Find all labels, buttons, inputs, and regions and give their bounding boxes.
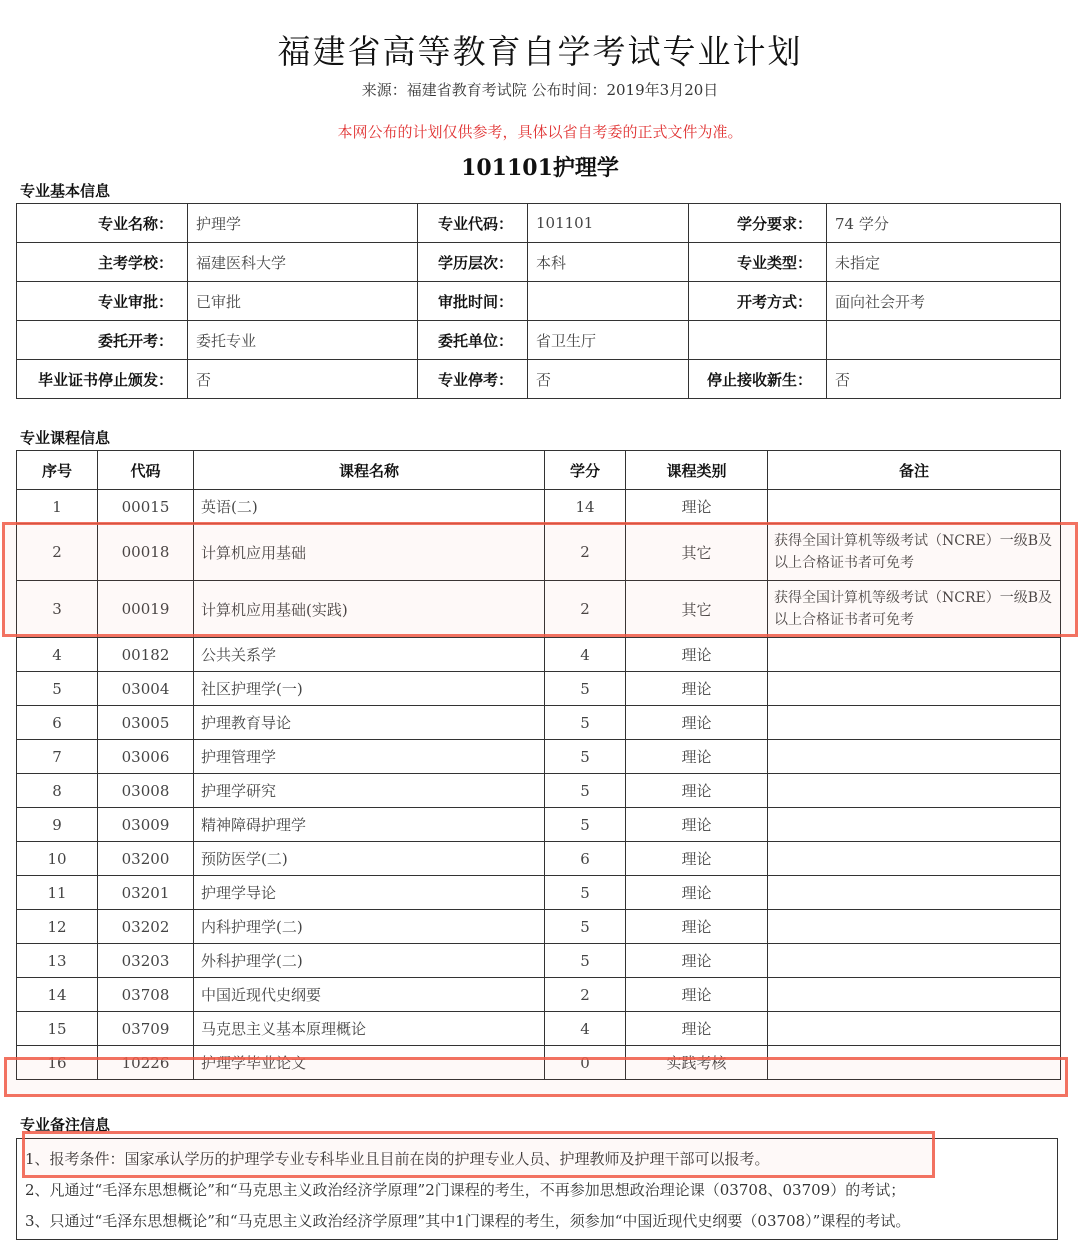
- course-type: 理论: [626, 774, 768, 808]
- course-type: 理论: [626, 876, 768, 910]
- info-label-cell: 主考学校：: [17, 243, 188, 282]
- highlight-box-thesis-course: [4, 1057, 1068, 1097]
- table-row: [17, 706, 1061, 740]
- course-remark: [768, 672, 1061, 706]
- info-value-cell: 101101: [528, 204, 689, 243]
- course-credits: 0: [545, 1046, 626, 1080]
- info-label-cell: 毕业证书停止颁发：: [17, 360, 188, 399]
- course-code: 03006: [98, 740, 194, 774]
- info-value-cell: 未指定: [827, 243, 1061, 282]
- course-code: 03202: [98, 910, 194, 944]
- disclaimer-notice: 本网公布的计划仅供参考，具体以省自考委的正式文件为准。: [337, 123, 743, 141]
- course-remark: [768, 490, 1061, 524]
- info-label-cell: [689, 321, 827, 360]
- info-row: [17, 360, 1061, 399]
- col-header-remark: 备注: [768, 451, 1061, 490]
- course-code: 00019: [98, 581, 194, 638]
- info-value-cell: 护理学: [188, 204, 418, 243]
- remark-line-1: 1、报考条件：国家承认学历的护理学专业专科毕业且目前在岗的护理专业人员、护理教师及护理干部可以报考。: [25, 1150, 770, 1168]
- info-value-cell: 面向社会开考: [827, 282, 1061, 321]
- info-value-cell: 74 学分: [827, 204, 1061, 243]
- course-code: 00018: [98, 524, 194, 581]
- course-remark: [768, 944, 1061, 978]
- course-seq: 1: [17, 490, 98, 524]
- course-name: 精神障碍护理学: [194, 808, 545, 842]
- remarks-heading: 专业备注信息: [20, 1116, 111, 1134]
- course-credits: 2: [545, 524, 626, 581]
- info-value-cell: 否: [188, 360, 418, 399]
- info-label-cell: 停止接收新生：: [689, 360, 827, 399]
- course-type: 理论: [626, 706, 768, 740]
- info-label-cell: 委托单位：: [418, 321, 528, 360]
- course-remark: [768, 910, 1061, 944]
- course-remark: [768, 1012, 1061, 1046]
- course-code: 03005: [98, 706, 194, 740]
- course-seq: 2: [17, 524, 98, 581]
- course-remark: [768, 808, 1061, 842]
- course-remark: 获得全国计算机等级考试（NCRE）一级B及以上合格证书者可免考: [768, 581, 1061, 638]
- course-remark: [768, 876, 1061, 910]
- table-row: [17, 740, 1061, 774]
- course-type: 其它: [626, 581, 768, 638]
- course-name: 内科护理学(二): [194, 910, 545, 944]
- course-name: 护理学毕业论文: [194, 1046, 545, 1080]
- course-code: 03200: [98, 842, 194, 876]
- info-label-cell: 委托开考：: [17, 321, 188, 360]
- course-seq: 5: [17, 672, 98, 706]
- course-name: 护理教育导论: [194, 706, 545, 740]
- highlight-box-computer-courses: [2, 522, 1078, 637]
- col-header-credits: 学分: [545, 451, 626, 490]
- info-value-cell: 已审批: [188, 282, 418, 321]
- course-type: 理论: [626, 842, 768, 876]
- course-name: 外科护理学(二): [194, 944, 545, 978]
- course-name: 中国近现代史纲要: [194, 978, 545, 1012]
- course-seq: 11: [17, 876, 98, 910]
- info-value-cell: [528, 282, 689, 321]
- course-credits: 5: [545, 706, 626, 740]
- course-type: 理论: [626, 978, 768, 1012]
- course-name: 护理学研究: [194, 774, 545, 808]
- course-type: 理论: [626, 638, 768, 672]
- course-seq: 12: [17, 910, 98, 944]
- course-code: 00015: [98, 490, 194, 524]
- course-name: 护理学导论: [194, 876, 545, 910]
- info-value-cell: 否: [827, 360, 1061, 399]
- course-remark: [768, 978, 1061, 1012]
- info-value-cell: 福建医科大学: [188, 243, 418, 282]
- course-name: 公共关系学: [194, 638, 545, 672]
- course-type: 理论: [626, 740, 768, 774]
- table-row: [17, 672, 1061, 706]
- course-seq: 6: [17, 706, 98, 740]
- course-credits: 5: [545, 944, 626, 978]
- info-label-cell: 审批时间：: [418, 282, 528, 321]
- course-credits: 2: [545, 978, 626, 1012]
- course-seq: 4: [17, 638, 98, 672]
- info-value-cell: 省卫生厅: [528, 321, 689, 360]
- info-label-cell: 专业类型：: [689, 243, 827, 282]
- course-seq: 8: [17, 774, 98, 808]
- info-value-cell: [827, 321, 1061, 360]
- course-type: 理论: [626, 672, 768, 706]
- basic-info-heading: 专业基本信息: [20, 182, 111, 200]
- basic-info-table: [16, 203, 1061, 399]
- course-type: 理论: [626, 944, 768, 978]
- course-type: 理论: [626, 1012, 768, 1046]
- remark-line-2: 2、凡通过“毛泽东思想概论”和“马克思主义政治经济学原理”2门课程的考生，不再参加思想政治理论课（03708、03709）的考试；: [25, 1181, 906, 1199]
- info-label-cell: 专业代码：: [418, 204, 528, 243]
- info-label-cell: 学分要求：: [689, 204, 827, 243]
- course-type: 实践考核: [626, 1046, 768, 1080]
- course-seq: 9: [17, 808, 98, 842]
- info-row: [17, 321, 1061, 360]
- course-seq: 13: [17, 944, 98, 978]
- course-credits: 5: [545, 910, 626, 944]
- course-remark: [768, 706, 1061, 740]
- major-title: 101101护理学: [461, 155, 619, 181]
- info-row: [17, 282, 1061, 321]
- info-value-cell: 本科: [528, 243, 689, 282]
- info-row: [17, 204, 1061, 243]
- course-code: 10226: [98, 1046, 194, 1080]
- course-credits: 14: [545, 490, 626, 524]
- course-info-heading: 专业课程信息: [20, 429, 111, 447]
- course-seq: 15: [17, 1012, 98, 1046]
- info-label-cell: 学历层次：: [418, 243, 528, 282]
- course-name: 马克思主义基本原理概论: [194, 1012, 545, 1046]
- course-remark: [768, 638, 1061, 672]
- course-type: 理论: [626, 808, 768, 842]
- course-remark: [768, 774, 1061, 808]
- table-row: [17, 978, 1061, 1012]
- table-row: [17, 638, 1061, 672]
- table-row: [17, 876, 1061, 910]
- table-row: [17, 1012, 1061, 1046]
- course-code: 03203: [98, 944, 194, 978]
- table-row: [17, 944, 1061, 978]
- course-credits: 5: [545, 672, 626, 706]
- course-name: 护理管理学: [194, 740, 545, 774]
- course-code: 03709: [98, 1012, 194, 1046]
- course-name: 计算机应用基础: [194, 524, 545, 581]
- course-code: 03708: [98, 978, 194, 1012]
- col-header-type: 课程类别: [626, 451, 768, 490]
- info-value-cell: 委托专业: [188, 321, 418, 360]
- course-code: 03008: [98, 774, 194, 808]
- course-seq: 16: [17, 1046, 98, 1080]
- remark-line-3: 3、只通过“毛泽东思想概论”和“马克思主义政治经济学原理”其中1门课程的考生，须参加“中国近现代史纲要（03708）”课程的考试。: [25, 1212, 911, 1230]
- course-remark: 获得全国计算机等级考试（NCRE）一级B及以上合格证书者可免考: [768, 524, 1061, 581]
- course-type: 其它: [626, 524, 768, 581]
- table-row: [17, 842, 1061, 876]
- course-credits: 6: [545, 842, 626, 876]
- info-label-cell: 专业名称：: [17, 204, 188, 243]
- table-row: [17, 774, 1061, 808]
- col-header-seq: 序号: [17, 451, 98, 490]
- course-credits: 4: [545, 1012, 626, 1046]
- course-credits: 4: [545, 638, 626, 672]
- highlight-box-eligibility: [22, 1131, 935, 1178]
- table-row: [17, 808, 1061, 842]
- info-value-cell: 否: [528, 360, 689, 399]
- course-name: 预防医学(二): [194, 842, 545, 876]
- table-row: [17, 910, 1061, 944]
- info-row: [17, 243, 1061, 282]
- course-code: 00182: [98, 638, 194, 672]
- course-name: 计算机应用基础(实践): [194, 581, 545, 638]
- col-header-code: 代码: [98, 451, 194, 490]
- course-name: 英语(二): [194, 490, 545, 524]
- course-credits: 2: [545, 581, 626, 638]
- info-label-cell: 开考方式：: [689, 282, 827, 321]
- table-row: [17, 490, 1061, 524]
- course-code: 03201: [98, 876, 194, 910]
- course-credits: 5: [545, 774, 626, 808]
- course-seq: 14: [17, 978, 98, 1012]
- info-label-cell: 专业审批：: [17, 282, 188, 321]
- course-header-row: [17, 451, 1061, 490]
- page-title: 福建省高等教育自学考试专业计划: [277, 32, 803, 71]
- course-name: 社区护理学(一): [194, 672, 545, 706]
- course-credits: 5: [545, 876, 626, 910]
- course-type: 理论: [626, 910, 768, 944]
- course-credits: 5: [545, 808, 626, 842]
- course-remark: [768, 740, 1061, 774]
- course-seq: 10: [17, 842, 98, 876]
- course-seq: 7: [17, 740, 98, 774]
- course-type: 理论: [626, 490, 768, 524]
- course-code: 03009: [98, 808, 194, 842]
- course-credits: 5: [545, 740, 626, 774]
- course-code: 03004: [98, 672, 194, 706]
- course-remark: [768, 842, 1061, 876]
- course-seq: 3: [17, 581, 98, 638]
- source-info: 来源：福建省教育考试院 公布时间：2019年3月20日: [361, 81, 719, 99]
- info-label-cell: 专业停考：: [418, 360, 528, 399]
- col-header-name: 课程名称: [194, 451, 545, 490]
